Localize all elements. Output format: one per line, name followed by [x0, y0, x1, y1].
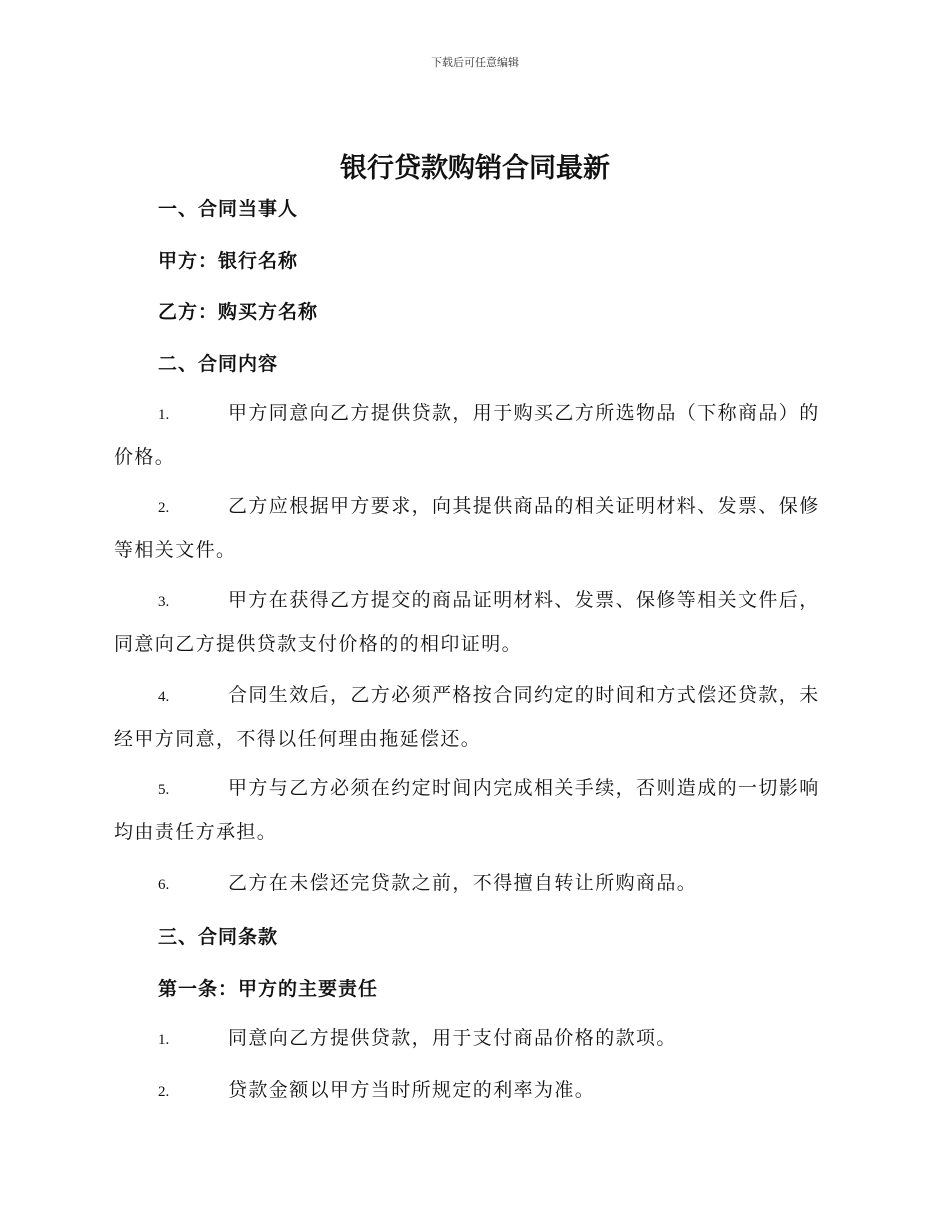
- item-text: 甲方在获得乙方提交的商品证明材料、发票、保修等相关文件后，同意向乙方提供贷款支付价格的的相印证明。: [114, 589, 820, 655]
- item-text: 合同生效后，乙方必须严格按合同约定的时间和方式偿还贷款，未经甲方同意，不得以任何理由拖延偿还。: [114, 684, 820, 750]
- content-item-5: [114, 767, 834, 853]
- content-item-2: [114, 485, 834, 571]
- content-item-3: [114, 579, 834, 665]
- section-heading-content: 二、合同内容: [158, 353, 279, 375]
- article-1-heading: 第一条：甲方的主要责任: [158, 978, 379, 1000]
- article-1-item-1: [114, 1017, 834, 1061]
- page-header-note: 下载后可任意编辑: [431, 56, 519, 69]
- item-number: 5.: [158, 782, 170, 798]
- item-text: 甲方与乙方必须在约定时间内完成相关手续，否则造成的一切影响均由责任方承担。: [114, 777, 820, 843]
- section-heading-terms: 三、合同条款: [158, 926, 279, 948]
- item-number: 3.: [158, 594, 170, 610]
- content-item-4: [114, 674, 834, 760]
- document-title: 银行贷款购销合同最新: [340, 153, 610, 184]
- item-number: 1.: [158, 407, 170, 423]
- content-item-6: [114, 862, 834, 906]
- item-text: 乙方应根据甲方要求，向其提供商品的相关证明材料、发票、保修等相关文件。: [114, 495, 820, 561]
- item-number: 6.: [158, 877, 170, 893]
- item-text: 同意向乙方提供贷款，用于支付商品价格的款项。: [228, 1027, 677, 1049]
- item-number: 2.: [158, 500, 170, 516]
- item-text: 甲方同意向乙方提供贷款，用于购买乙方所选物品（下称商品）的价格。: [114, 402, 820, 468]
- item-number: 4.: [158, 689, 170, 705]
- item-number: 1.: [158, 1032, 170, 1048]
- item-text: 乙方在未偿还完贷款之前，不得擅自转让所购商品。: [228, 872, 698, 894]
- article-1-item-2: [114, 1069, 834, 1113]
- item-text: 贷款金额以甲方当时所规定的利率为准。: [228, 1079, 596, 1101]
- content-item-1: [114, 392, 834, 478]
- party-b-line: 乙方：购买方名称: [158, 301, 319, 323]
- item-number: 2.: [158, 1084, 170, 1100]
- party-a-line: 甲方：银行名称: [158, 250, 299, 272]
- section-heading-parties: 一、合同当事人: [158, 198, 299, 220]
